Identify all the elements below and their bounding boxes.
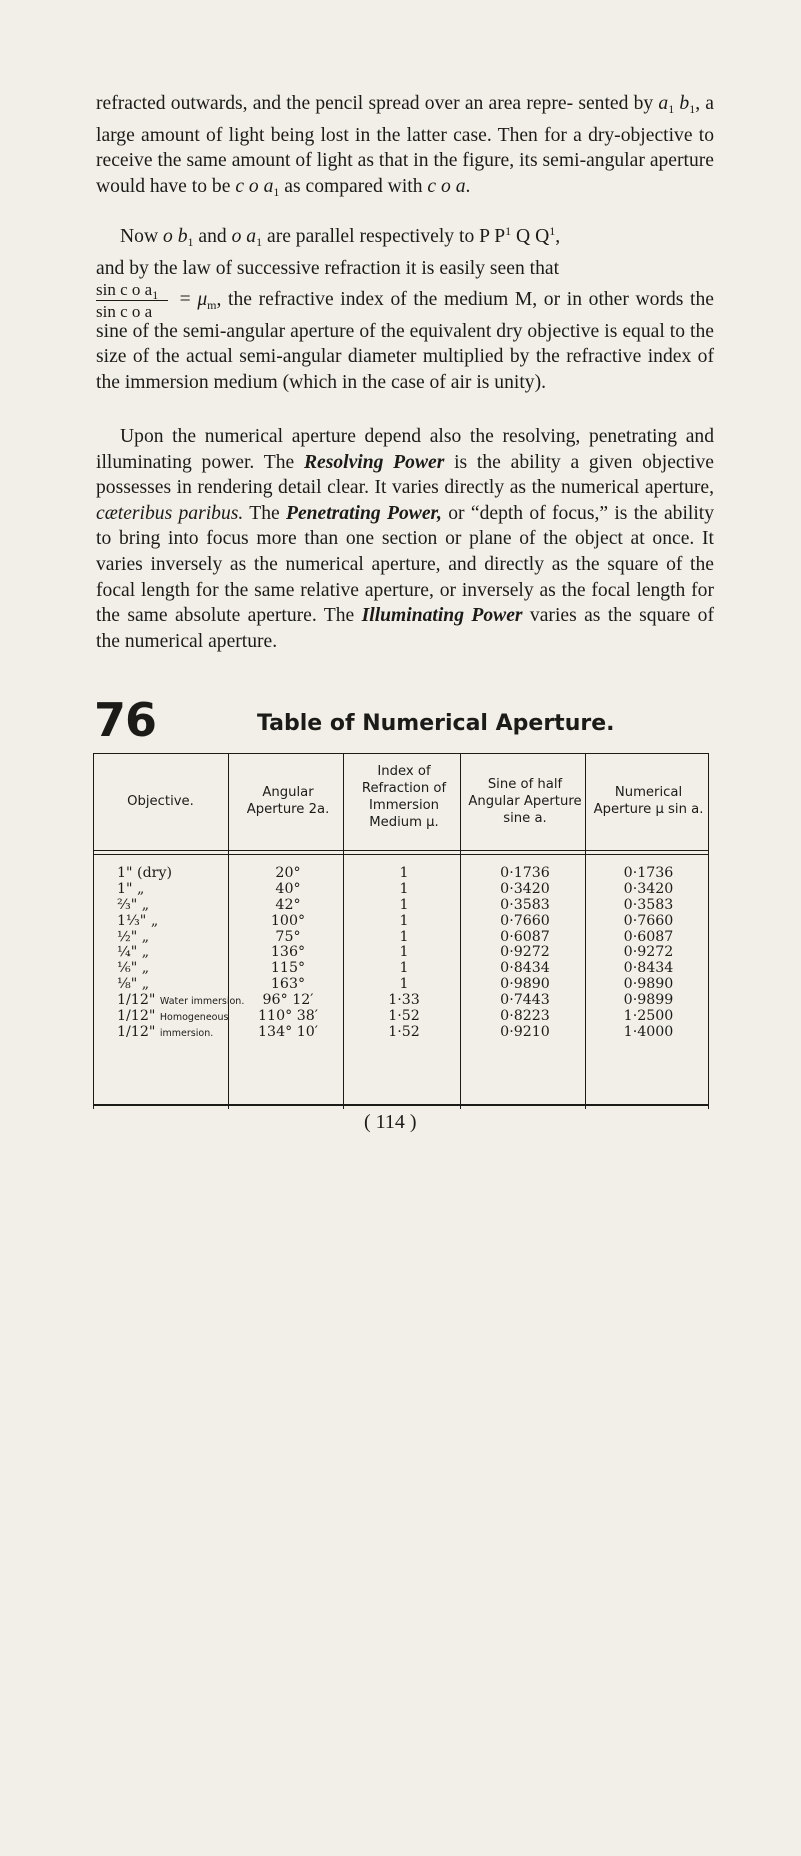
table-cell: 0·3420 — [500, 880, 550, 897]
table-cell: 1/12" immersion. — [117, 1023, 214, 1040]
table-cell: 163° — [270, 976, 306, 993]
table-cell: 0·7660 — [500, 912, 550, 929]
table-cell: 0·7443 — [500, 992, 550, 1009]
header-sine-half-angle: Sine of half Angular Aperture sine a. — [468, 776, 582, 826]
table-cell: 1⅓" „ — [117, 912, 159, 929]
p3-penetrating-power: Penetrating Power, — [285, 502, 442, 524]
table-cell: 0·8434 — [623, 960, 674, 977]
table-cell: 1 — [399, 976, 409, 993]
table-bottom-rule — [93, 1104, 709, 1106]
table-cell: ½" „ — [117, 928, 150, 945]
p2-and: and — [193, 226, 232, 247]
table-cell: 0·8434 — [500, 960, 550, 977]
p2-oa1: o a — [231, 226, 257, 247]
numerical-aperture-table — [93, 753, 711, 1856]
column-objective — [117, 865, 245, 1041]
table-cell: 0·1736 — [500, 865, 550, 881]
table-cell: ⅙" „ — [117, 960, 150, 977]
table-cell: 1·52 — [388, 1023, 420, 1040]
p2-end1: , — [555, 226, 561, 247]
fraction-denominator: sin c o a — [96, 302, 153, 322]
table-cell: ¼" „ — [117, 944, 150, 961]
p3-illuminating-power: Illuminating Power — [361, 605, 523, 627]
table-cell: 1 — [399, 865, 409, 881]
p1-coa1-sub: 1 — [273, 184, 280, 199]
p3-text-1: Upon the numerical aperture depend also the resolving, penetrating and illuminating power. The — [96, 426, 714, 473]
table-cell: 0·9210 — [500, 1023, 550, 1040]
p2-mu: μ — [197, 289, 208, 311]
table-cell: 20° — [275, 865, 301, 881]
header-angular-aperture: Angular Aperture 2a. — [246, 785, 330, 817]
p1-line2-post: , a large amount of light being lost in the — [96, 93, 715, 146]
paragraph-1 — [96, 91, 714, 205]
table-cell: 100° — [270, 912, 306, 929]
p1-coa: c o a — [427, 175, 466, 197]
column-angular-aperture — [233, 866, 343, 1041]
p3-text-3: The — [243, 502, 286, 524]
table-cell: 96° 12′ — [262, 992, 314, 1009]
table-cell: 0·1736 — [623, 865, 674, 881]
table-cell: 0·6087 — [623, 928, 674, 945]
table-cell: 42° — [275, 896, 301, 913]
p2-mu-sub: m — [207, 298, 217, 313]
table-cell: 0·9272 — [500, 944, 550, 961]
table-cell: 0·3583 — [623, 896, 674, 913]
table-cell: 134° 10′ — [258, 1023, 318, 1040]
p1-line5-mid: as compared with — [279, 175, 428, 197]
column-numerical-aperture — [590, 866, 707, 1041]
p1-a1: a — [658, 93, 669, 114]
table-cell: 1/12" Homogeneous — [117, 1008, 229, 1025]
table-cell: 40° — [275, 880, 301, 897]
table-cell: 1 — [399, 960, 409, 977]
sine-ratio-fraction — [96, 280, 173, 322]
p2-ob1-sub: 1 — [187, 235, 194, 249]
p3-ceteris: cæteribus paribus. — [96, 502, 244, 524]
plate-number: 76 — [94, 693, 157, 747]
header-numerical-aperture: Numerical Aperture μ sin a. — [593, 785, 704, 817]
p2-after-frac: , the refractive index of the medium M, or in — [216, 289, 582, 311]
table-cell: 0·9272 — [623, 944, 674, 961]
table-cell: 1 — [399, 896, 409, 913]
table-cell: 0·7660 — [623, 912, 674, 929]
column-divider — [343, 753, 344, 1109]
table-cell: 75° — [275, 928, 301, 945]
column-divider — [460, 753, 461, 1109]
table-cell: 1·52 — [388, 1008, 420, 1025]
fraction-numerator: sin c o $a_1$ — [96, 280, 159, 303]
p1-line5-end: . — [465, 175, 471, 197]
p2-ob1: o b — [163, 226, 188, 247]
table-cell: 1" (dry) — [117, 865, 173, 881]
p2-equals: = — [173, 289, 198, 311]
table-cell: 1 — [399, 880, 409, 897]
p1-line1: refracted outwards, and the pencil spread over an area repre- — [96, 93, 574, 114]
p1-line4: amount of light as that in the figure, its semi-angular aperture — [231, 150, 714, 172]
p1-coa1: c o a — [235, 175, 274, 197]
header-index-of-refraction: Index of Refraction of Immersion Medium μ. — [361, 764, 447, 830]
table-cell: 1/12" Water immersion. — [117, 992, 245, 1009]
table-cell: 0·3420 — [623, 880, 674, 897]
paragraph-2 — [96, 219, 714, 396]
table-cell: 1·2500 — [623, 1008, 674, 1025]
p2-line2: and by the law of successive refraction it is easily seen that — [96, 257, 560, 279]
p3-text-4: or “depth of focus,” is the ability to bring into focus more than one section or plane of the object at once. It varies inversely as the numerical aperture, and directly as the square of the focal length for the same relative aperture, or inversely as the focal length for the same absolute aperture. The — [96, 502, 715, 627]
p1-line3: latter case. Then for a dry-objective to receive the same — [96, 124, 714, 172]
table-cell: 110° 38′ — [258, 1008, 318, 1025]
p3-resolving-power: Resolving Power — [303, 451, 445, 473]
table-cell: 0·3583 — [500, 896, 550, 913]
p2-parallel: are parallel respectively to P P — [262, 226, 506, 247]
p2-q1-sup: 1 — [549, 224, 556, 238]
p2-q: Q Q — [511, 226, 550, 247]
table-cell: 0·6087 — [500, 928, 550, 945]
p3-text-2: is the ability a given objective possesses in rendering detail clear. It varies directly as the numerical aperture, — [96, 451, 714, 499]
p2-now: Now — [120, 226, 163, 247]
p2-rest: other words the sine of the semi-angular aperture of the equivalent dry objective is equal to the size of the actual semi-angular diameter multiplied by the refractive index of the immersion medium (which in the case of air is unity). — [96, 289, 714, 393]
table-cell: 1 — [399, 912, 409, 929]
table-cell: 1·4000 — [623, 1023, 674, 1040]
table-cell: 115° — [270, 960, 306, 977]
page-number: ( 114 ) — [364, 1111, 417, 1133]
table-cell: 1 — [399, 944, 409, 961]
p2-p1-sup: 1 — [505, 224, 512, 238]
table-cell: 1" „ — [117, 880, 145, 897]
table-cell: ⅛" „ — [117, 976, 150, 993]
header-objective: Objective. — [127, 793, 194, 809]
p2-oa1-sub: 1 — [256, 235, 263, 249]
table-cell: 136° — [270, 944, 306, 961]
paragraph-3 — [96, 424, 714, 654]
column-divider — [585, 753, 586, 1109]
table-cell: 1·33 — [388, 992, 420, 1009]
p1-line2-pre: sented by — [578, 93, 659, 114]
table-cell: 0·9890 — [500, 976, 550, 993]
column-sine — [465, 866, 585, 1041]
p1-b1-sub: 1 — [689, 102, 696, 116]
p1-line5-pre: would have to be — [96, 175, 236, 197]
table-cell: 0·8223 — [500, 1008, 550, 1025]
column-index — [348, 866, 460, 1041]
table-title: Table of Numerical Aperture. — [257, 711, 615, 736]
p3-text-5: varies as the square of the numerical aperture. — [96, 605, 714, 652]
table-cell: 0·9899 — [623, 992, 674, 1009]
table-cell: 0·9890 — [623, 976, 674, 993]
p1-b1: b — [679, 93, 690, 114]
table-cell: ⅔" „ — [117, 896, 150, 913]
p1-a1-sub: 1 — [668, 102, 675, 116]
table-cell: 1 — [399, 928, 409, 945]
